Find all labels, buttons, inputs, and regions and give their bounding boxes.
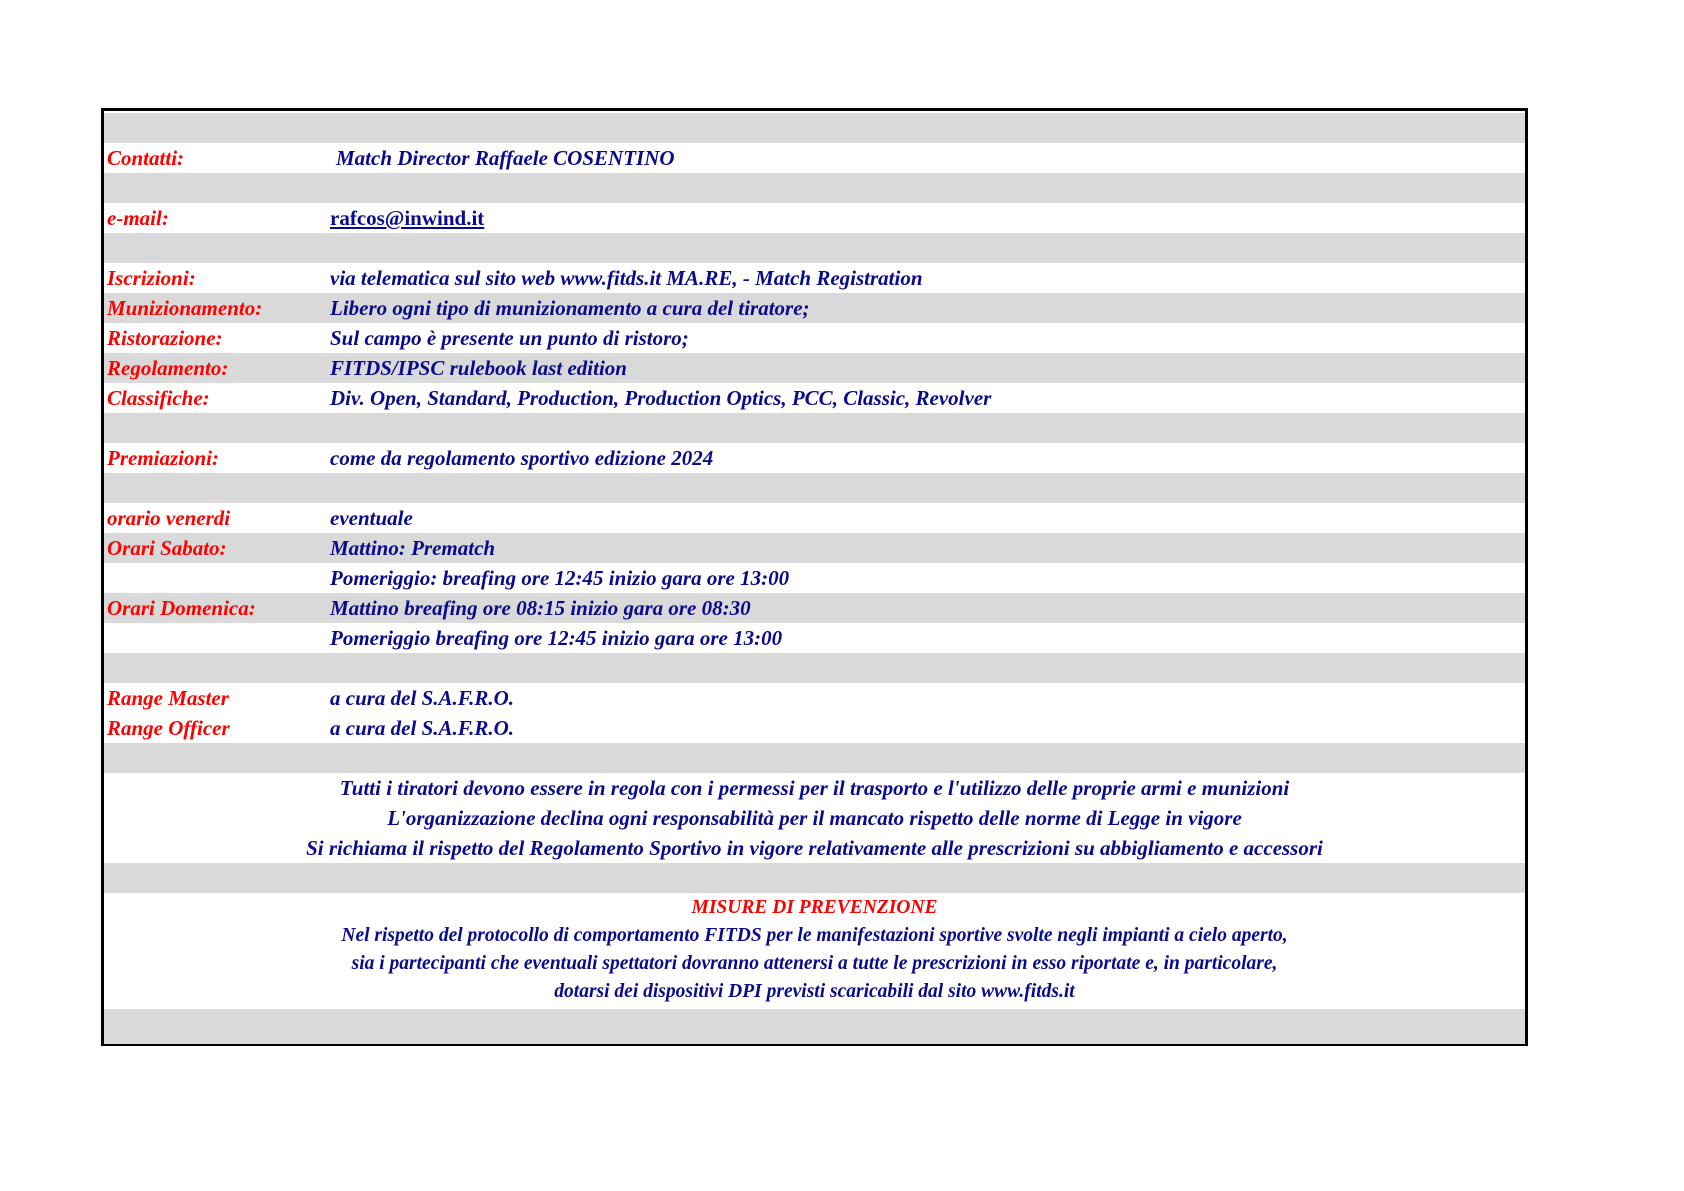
row-classifiche — [104, 383, 1525, 413]
spacer-row — [104, 653, 1525, 683]
row-contatti — [104, 143, 1525, 173]
value-ristorazione: Sul campo è presente un punto di ristoro; — [330, 326, 689, 350]
value-classifiche: Div. Open, Standard, Production, Production Optics, PCC, Classic, Revolver — [330, 386, 992, 410]
row-email — [104, 203, 1525, 233]
value-munizionamento: Libero ogni tipo di munizionamento a cura del tiratore; — [330, 296, 810, 320]
prevention-text: dotarsi dei dispositivi DPI previsti scaricabili dal sito www.fitds.it — [554, 981, 1075, 1002]
prevention-text: Nel rispetto del protocollo di comportamento FITDS per le manifestazioni sportive svolte negli impianti a cielo aperto, — [341, 925, 1288, 946]
value-range-master: a cura del S.A.F.R.O. — [330, 686, 514, 710]
row-ristorazione — [104, 323, 1525, 353]
row-venerdi — [104, 503, 1525, 533]
label-regolamento: Regolamento: — [107, 356, 229, 380]
spacer-row — [104, 473, 1525, 503]
spacer-row — [104, 863, 1525, 893]
spacer-row — [104, 233, 1525, 263]
prevention-text: sia i partecipanti che eventuali spettatori dovranno attenersi a tutte le prescrizioni in esso riportate e, in particolare, — [351, 953, 1278, 974]
label-range-master: Range Master — [107, 686, 229, 710]
notice-line — [104, 773, 1525, 803]
label-email: e-mail: — [107, 206, 169, 230]
label-range-officer: Range Officer — [107, 716, 230, 740]
label-ristorazione: Ristorazione: — [107, 326, 223, 350]
spacer-row — [104, 413, 1525, 443]
label-munizionamento: Munizionamento: — [107, 296, 263, 320]
row-range-officer — [104, 713, 1525, 743]
value-range-officer: a cura del S.A.F.R.O. — [330, 716, 514, 740]
row-range-master — [104, 683, 1525, 713]
notice-line — [104, 803, 1525, 833]
spacer-row — [104, 1009, 1525, 1044]
label-iscrizioni: Iscrizioni: — [107, 266, 196, 290]
prevention-line — [104, 949, 1525, 979]
email-link[interactable]: rafcos@inwind.it — [330, 206, 485, 230]
notice-text: Tutti i tiratori devono essere in regola con i permessi per il trasporto e l'utilizzo delle proprie armi e munizioni — [339, 776, 1290, 800]
label-venerdi: orario venerdi — [107, 506, 231, 530]
row-premiazioni — [104, 443, 1525, 473]
value-sabato-pomeriggio: Pomeriggio: breafing ore 12:45 inizio gara ore 13:00 — [330, 566, 790, 590]
value-venerdi: eventuale — [330, 506, 413, 530]
row-sabato-pomeriggio — [104, 563, 1525, 593]
label-sabato: Orari Sabato: — [107, 536, 227, 560]
value-iscrizioni: via telematica sul sito web www.fitds.it MA.RE, - Match Registration — [330, 266, 923, 290]
notice-text: Si richiama il rispetto del Regolamento Sportivo in vigore relativamente alle prescrizioni su abbigliamento e accessori — [306, 836, 1323, 860]
label-premiazioni: Premiazioni: — [107, 446, 220, 470]
label-classifiche: Classifiche: — [107, 386, 210, 410]
value-sabato-mattino: Mattino: Prematch — [330, 536, 496, 560]
notice-text: L'organizzazione declina ogni responsabilità per il mancato rispetto delle norme di Legge in vigore — [387, 806, 1242, 830]
prevention-line — [104, 921, 1525, 951]
row-iscrizioni — [104, 263, 1525, 293]
row-domenica — [104, 593, 1525, 623]
event-info-sheet — [101, 108, 1528, 1046]
row-sabato — [104, 533, 1525, 563]
prevention-line — [104, 977, 1525, 1007]
spacer-row — [104, 743, 1525, 773]
spacer-row — [104, 113, 1525, 143]
spacer-row — [104, 173, 1525, 203]
row-regolamento — [104, 353, 1525, 383]
prevention-title-row — [104, 893, 1525, 923]
value-regolamento: FITDS/IPSC rulebook last edition — [330, 356, 627, 380]
label-domenica: Orari Domenica: — [107, 596, 256, 620]
value-domenica-pomeriggio: Pomeriggio breafing ore 12:45 inizio gara ore 13:00 — [330, 626, 783, 650]
label-contatti: Contatti: — [107, 146, 185, 170]
value-contatti: Match Director Raffaele COSENTINO — [336, 146, 675, 170]
value-domenica-mattino: Mattino breafing ore 08:15 inizio gara ore 08:30 — [330, 596, 751, 620]
row-munizionamento — [104, 293, 1525, 323]
value-premiazioni: come da regolamento sportivo edizione 2024 — [330, 446, 714, 470]
prevention-title: MISURE DI PREVENZIONE — [691, 897, 938, 918]
row-domenica-pomeriggio — [104, 623, 1525, 653]
notice-line — [104, 833, 1525, 863]
